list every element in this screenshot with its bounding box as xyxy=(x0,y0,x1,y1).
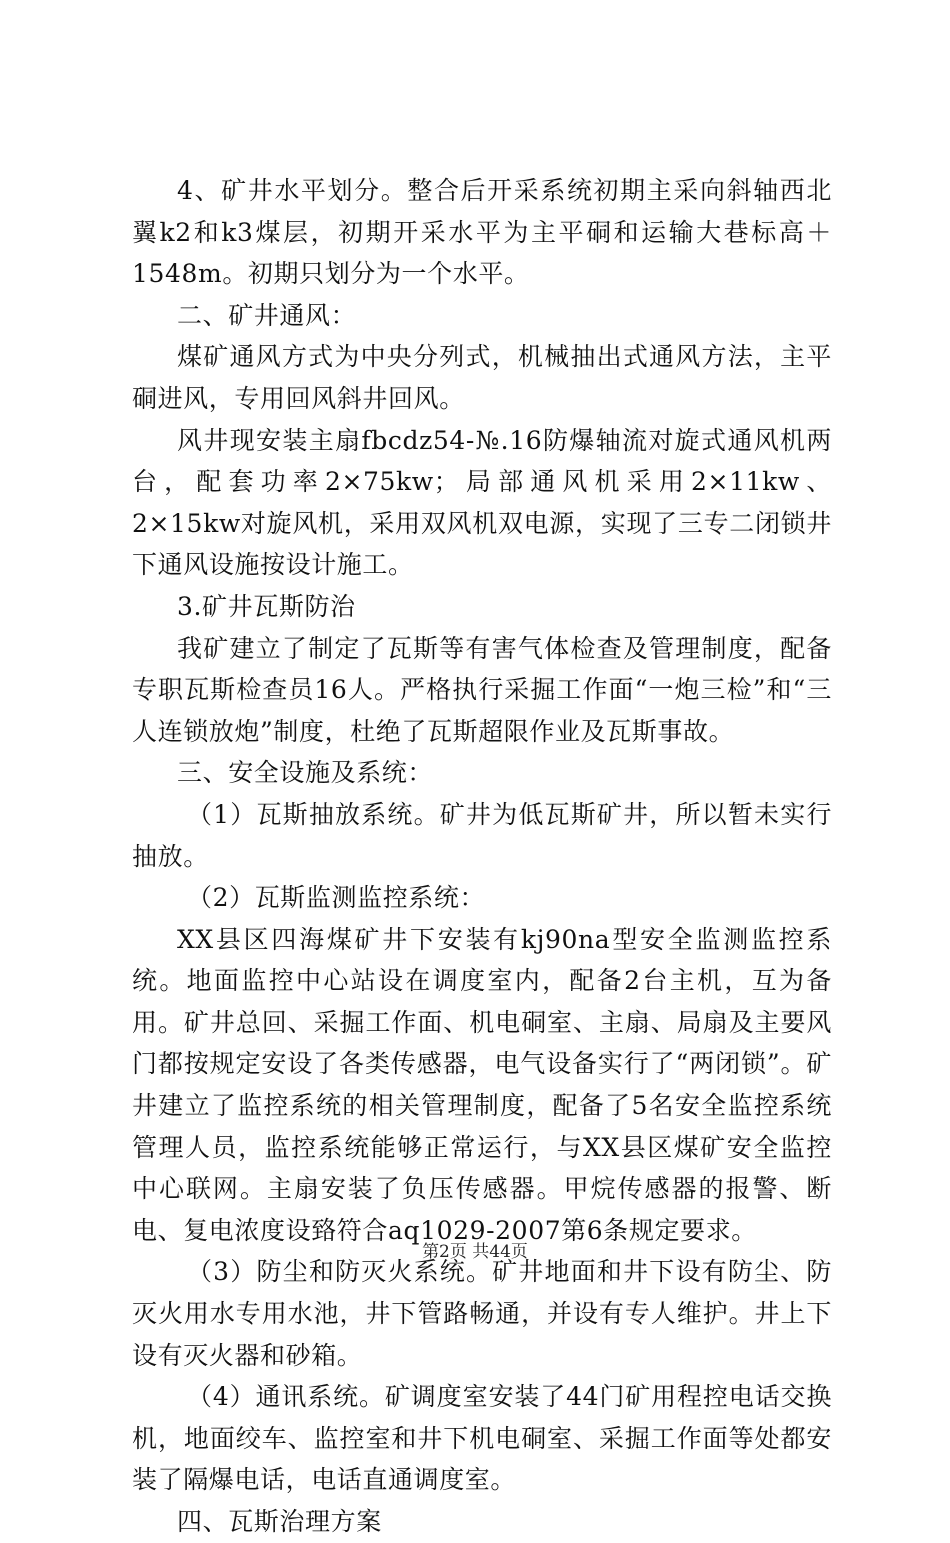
paragraph-gas-drainage: （1）瓦斯抽放系统。矿井为低瓦斯矿井，所以暂未实行抽放。 xyxy=(132,799,832,871)
paragraph-horizon-division: 4、矿井水平划分。整合后开采系统初期主采向斜轴西北翼k2和k3煤层，初期开采水平为主平硐和运输大巷标高＋1548m。初期只划分为一个水平。 xyxy=(132,176,832,289)
paragraph-gas-inspection: 我矿建立了制定了瓦斯等有害气体检查及管理制度，配备专职瓦斯检查员16人。严格执行采掘工作面“一炮三检”和“三人连锁放炮”制度，杜绝了瓦斯超限作业及瓦斯事故。 xyxy=(132,633,832,746)
heading-gas-prevention: 3.矿井瓦斯防治 xyxy=(177,591,356,621)
paragraph-communication-system: （4）通讯系统。矿调度室安装了44门矿用程控电话交换机，地面绞车、监控室和井下机电硐室、采掘工作面等处都安装了隔爆电话，电话直通调度室。 xyxy=(132,1382,832,1495)
document-body xyxy=(132,170,832,1543)
heading-gas-monitoring: （2）瓦斯监测监控系统： xyxy=(187,883,486,913)
paragraph-fan-installation: 风井现安装主扇fbcdz54-№.16防爆轴流对旋式通风机两台，配套功率2×75kw；局部通风机采用2×11kw、2×15kw对旋风机，采用双风机双电源，实现了三专二闭锁井下通风设施按设计施工。 xyxy=(132,425,832,580)
page-number: 第2页 共44页 xyxy=(422,1242,528,1262)
page-footer xyxy=(0,1240,950,1264)
heading-ventilation: 二、矿井通风： xyxy=(177,300,357,330)
paragraph-dust-fire-system: （3）防尘和防灭火系统。矿井地面和井下设有防尘、防灭火用水专用水池，井下管路畅通，并设有专人维护。井上下设有灭火器和砂箱。 xyxy=(132,1257,832,1370)
paragraph-monitoring-system: XX县区四海煤矿井下安装有kj90na型安全监测监控系统。地面监控中心站设在调度室内，配备2台主机，互为备用。矿井总回、采掘工作面、机电硐室、主扇、局扇及主要风门都按规定安设了各类传感器，电气设备实行了“两闭锁”。矿井建立了监控系统的相关管理制度，配备了5名安全监控系统管理人员，监控系统能够正常运行，与XX县区煤矿安全监控中心联网。主扇安装了负压传感器。甲烷传感器的报警、断电、复电浓度设臵符合aq1029-2007第6条规定要求。 xyxy=(132,924,832,1245)
heading-gas-control-plan: 四、瓦斯治理方案 xyxy=(177,1507,382,1536)
paragraph-ventilation-method: 煤矿通风方式为中央分列式，机械抽出式通风方法，主平硐进风，专用回风斜井回风。 xyxy=(132,342,832,413)
heading-safety-systems: 三、安全设施及系统： xyxy=(177,758,434,788)
